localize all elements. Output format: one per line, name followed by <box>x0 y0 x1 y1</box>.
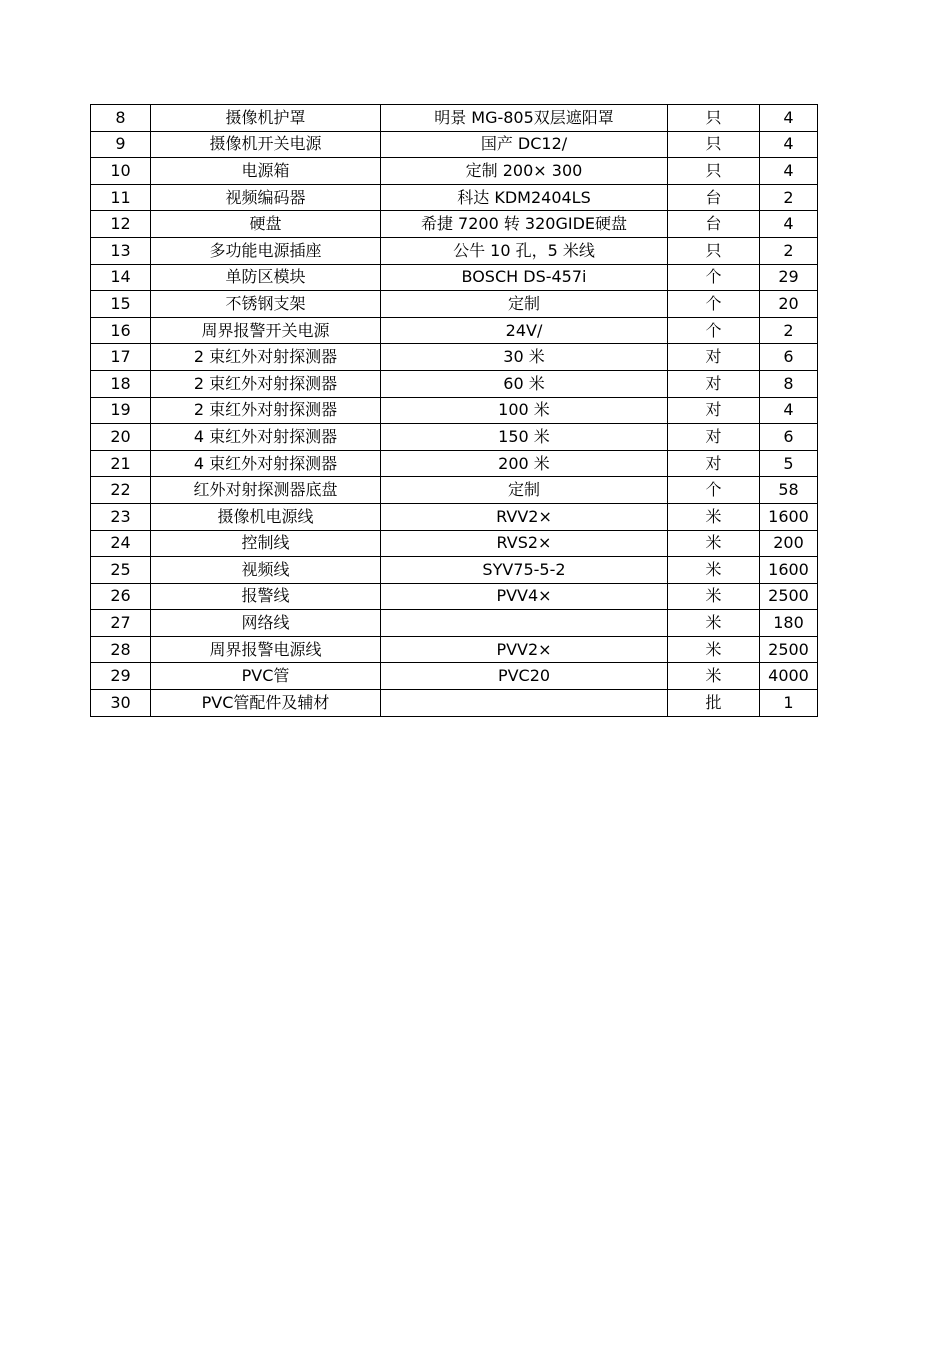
item-name-cell: 控制线 <box>151 530 381 557</box>
item-name-cell: 周界报警电源线 <box>151 636 381 663</box>
row-number-cell: 22 <box>91 477 151 504</box>
table-row <box>91 663 818 690</box>
item-spec-cell: SYV75-5-2 <box>381 557 668 584</box>
item-spec-cell: 定制 <box>381 291 668 318</box>
item-quantity-cell: 29 <box>760 264 818 291</box>
row-number-cell: 14 <box>91 264 151 291</box>
item-spec-cell: 定制 200× 300 <box>381 158 668 185</box>
row-number-cell: 12 <box>91 211 151 238</box>
item-name-cell: 视频线 <box>151 557 381 584</box>
item-spec-cell: RVV2× <box>381 503 668 530</box>
table-row <box>91 583 818 610</box>
item-name-cell: 电源箱 <box>151 158 381 185</box>
item-name-cell: 摄像机电源线 <box>151 503 381 530</box>
item-spec-cell: 60 米 <box>381 370 668 397</box>
item-name-cell: 4 束红外对射探测器 <box>151 450 381 477</box>
item-quantity-cell: 4 <box>760 105 818 132</box>
item-name-cell: 网络线 <box>151 610 381 637</box>
item-spec-cell: RVS2× <box>381 530 668 557</box>
table-row <box>91 370 818 397</box>
item-quantity-cell: 1600 <box>760 557 818 584</box>
row-number-cell: 29 <box>91 663 151 690</box>
item-unit-cell: 米 <box>668 530 760 557</box>
row-number-cell: 28 <box>91 636 151 663</box>
item-spec-cell: 200 米 <box>381 450 668 477</box>
item-unit-cell: 台 <box>668 211 760 238</box>
table-row <box>91 397 818 424</box>
table-row <box>91 477 818 504</box>
equipment-table <box>90 104 818 717</box>
table-row <box>91 184 818 211</box>
row-number-cell: 16 <box>91 317 151 344</box>
item-quantity-cell: 2500 <box>760 636 818 663</box>
item-quantity-cell: 2 <box>760 237 818 264</box>
row-number-cell: 18 <box>91 370 151 397</box>
item-name-cell: 不锈钢支架 <box>151 291 381 318</box>
table-row <box>91 530 818 557</box>
table-row <box>91 344 818 371</box>
item-quantity-cell: 2 <box>760 317 818 344</box>
item-spec-cell: 公牛 10 孔，5 米线 <box>381 237 668 264</box>
table-row <box>91 158 818 185</box>
row-number-cell: 23 <box>91 503 151 530</box>
item-name-cell: 2 束红外对射探测器 <box>151 397 381 424</box>
item-quantity-cell: 4 <box>760 211 818 238</box>
item-spec-cell: 30 米 <box>381 344 668 371</box>
item-unit-cell: 只 <box>668 105 760 132</box>
table-row <box>91 317 818 344</box>
table-row <box>91 237 818 264</box>
item-quantity-cell: 6 <box>760 344 818 371</box>
table-row <box>91 450 818 477</box>
table-row <box>91 211 818 238</box>
table-row <box>91 105 818 132</box>
item-unit-cell: 台 <box>668 184 760 211</box>
row-number-cell: 8 <box>91 105 151 132</box>
row-number-cell: 20 <box>91 424 151 451</box>
row-number-cell: 26 <box>91 583 151 610</box>
item-name-cell: 单防区模块 <box>151 264 381 291</box>
item-quantity-cell: 5 <box>760 450 818 477</box>
item-spec-cell: PVV4× <box>381 583 668 610</box>
item-quantity-cell: 58 <box>760 477 818 504</box>
item-quantity-cell: 4 <box>760 131 818 158</box>
item-unit-cell: 只 <box>668 237 760 264</box>
item-unit-cell: 对 <box>668 424 760 451</box>
item-unit-cell: 只 <box>668 158 760 185</box>
item-spec-cell: 24V/ <box>381 317 668 344</box>
row-number-cell: 13 <box>91 237 151 264</box>
item-quantity-cell: 200 <box>760 530 818 557</box>
item-quantity-cell: 2500 <box>760 583 818 610</box>
row-number-cell: 19 <box>91 397 151 424</box>
table-row <box>91 424 818 451</box>
item-name-cell: 多功能电源插座 <box>151 237 381 264</box>
row-number-cell: 25 <box>91 557 151 584</box>
item-unit-cell: 对 <box>668 450 760 477</box>
item-unit-cell: 批 <box>668 690 760 717</box>
item-unit-cell: 个 <box>668 477 760 504</box>
item-unit-cell: 个 <box>668 317 760 344</box>
item-name-cell: 红外对射探测器底盘 <box>151 477 381 504</box>
item-quantity-cell: 180 <box>760 610 818 637</box>
item-name-cell: PVC管配件及辅材 <box>151 690 381 717</box>
row-number-cell: 21 <box>91 450 151 477</box>
item-name-cell: 视频编码器 <box>151 184 381 211</box>
item-unit-cell: 米 <box>668 503 760 530</box>
row-number-cell: 24 <box>91 530 151 557</box>
equipment-table-body <box>91 105 818 717</box>
item-spec-cell: 明景 MG-805双层遮阳罩 <box>381 105 668 132</box>
item-quantity-cell: 2 <box>760 184 818 211</box>
table-row <box>91 131 818 158</box>
row-number-cell: 27 <box>91 610 151 637</box>
item-name-cell: 周界报警开关电源 <box>151 317 381 344</box>
item-spec-cell <box>381 690 668 717</box>
item-spec-cell: BOSCH DS-457i <box>381 264 668 291</box>
row-number-cell: 15 <box>91 291 151 318</box>
item-quantity-cell: 4000 <box>760 663 818 690</box>
item-spec-cell: 100 米 <box>381 397 668 424</box>
item-spec-cell: PVV2× <box>381 636 668 663</box>
table-row <box>91 610 818 637</box>
table-row <box>91 503 818 530</box>
item-quantity-cell: 4 <box>760 397 818 424</box>
item-spec-cell: 科达 KDM2404LS <box>381 184 668 211</box>
item-unit-cell: 米 <box>668 583 760 610</box>
item-quantity-cell: 6 <box>760 424 818 451</box>
item-spec-cell: 国产 DC12/ <box>381 131 668 158</box>
item-name-cell: 2 束红外对射探测器 <box>151 370 381 397</box>
item-name-cell: 硬盘 <box>151 211 381 238</box>
item-name-cell: PVC管 <box>151 663 381 690</box>
row-number-cell: 11 <box>91 184 151 211</box>
item-spec-cell <box>381 610 668 637</box>
table-row <box>91 636 818 663</box>
item-name-cell: 摄像机开关电源 <box>151 131 381 158</box>
row-number-cell: 30 <box>91 690 151 717</box>
item-unit-cell: 对 <box>668 370 760 397</box>
item-quantity-cell: 1 <box>760 690 818 717</box>
item-unit-cell: 对 <box>668 344 760 371</box>
item-unit-cell: 对 <box>668 397 760 424</box>
item-name-cell: 报警线 <box>151 583 381 610</box>
item-name-cell: 2 束红外对射探测器 <box>151 344 381 371</box>
item-name-cell: 4 束红外对射探测器 <box>151 424 381 451</box>
item-unit-cell: 只 <box>668 131 760 158</box>
table-row <box>91 690 818 717</box>
item-quantity-cell: 8 <box>760 370 818 397</box>
item-unit-cell: 米 <box>668 636 760 663</box>
item-quantity-cell: 4 <box>760 158 818 185</box>
item-spec-cell: PVC20 <box>381 663 668 690</box>
item-unit-cell: 米 <box>668 610 760 637</box>
item-spec-cell: 定制 <box>381 477 668 504</box>
item-quantity-cell: 20 <box>760 291 818 318</box>
item-name-cell: 摄像机护罩 <box>151 105 381 132</box>
item-unit-cell: 个 <box>668 264 760 291</box>
table-row <box>91 557 818 584</box>
item-spec-cell: 150 米 <box>381 424 668 451</box>
table-row <box>91 264 818 291</box>
table-row <box>91 291 818 318</box>
row-number-cell: 9 <box>91 131 151 158</box>
item-unit-cell: 米 <box>668 663 760 690</box>
item-quantity-cell: 1600 <box>760 503 818 530</box>
item-unit-cell: 个 <box>668 291 760 318</box>
row-number-cell: 17 <box>91 344 151 371</box>
item-spec-cell: 希捷 7200 转 320GIDE硬盘 <box>381 211 668 238</box>
row-number-cell: 10 <box>91 158 151 185</box>
item-unit-cell: 米 <box>668 557 760 584</box>
